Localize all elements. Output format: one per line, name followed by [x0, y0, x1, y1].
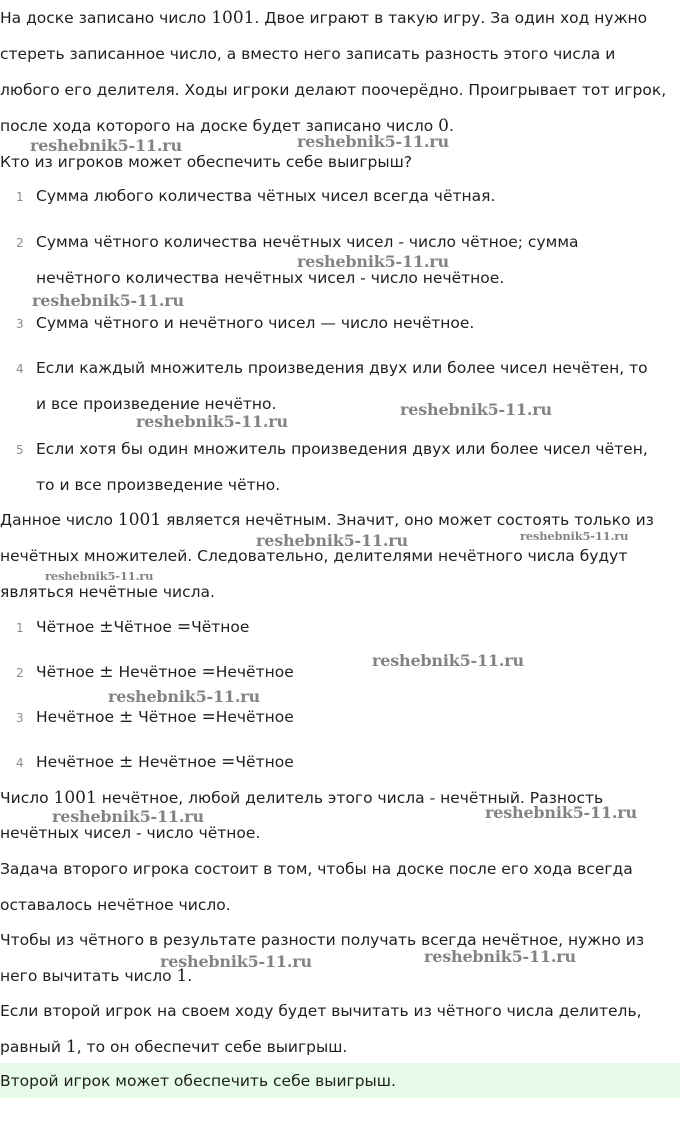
answer-box [0, 1063, 680, 1098]
task-line-2: стереть записанное число, а вместо него записать разность этого числа и [0, 45, 616, 63]
rule-item: Чётное ±Чётное =Чётное [36, 617, 250, 637]
rule-item: Чётное ± Нечётное =Нечётное [36, 662, 294, 682]
list-item-cont: то и все произведение чётно. [36, 476, 281, 494]
watermark: reshebnik5-11.ru [32, 291, 184, 310]
watermark: reshebnik5-11.ru [52, 807, 204, 826]
number-1: 1 [65, 1037, 77, 1057]
list-number: 5 [16, 443, 24, 457]
number-1001: 1001 [211, 8, 255, 28]
watermark: reshebnik5-11.ru [45, 569, 154, 583]
watermark: reshebnik5-11.ru [400, 400, 552, 419]
task-line-4: после хода которого на доске будет записано число 0. [0, 116, 454, 136]
list-item: Если хотя бы один множитель произведения двух или более чисел чётен, [36, 440, 648, 458]
para5-line-2: равный 1, то он обеспечит себе выигрыш. [0, 1037, 348, 1057]
answer-text: Второй игрок может обеспечить себе выигрыш. [0, 1072, 396, 1090]
list-item: Сумма чётного и нечётного чисел — число нечётное. [36, 314, 475, 332]
watermark: reshebnik5-11.ru [136, 412, 288, 431]
watermark: reshebnik5-11.ru [256, 531, 408, 550]
list-number: 2 [16, 236, 24, 250]
watermark: reshebnik5-11.ru [30, 136, 182, 155]
watermark: reshebnik5-11.ru [424, 947, 576, 966]
watermark: reshebnik5-11.ru [520, 529, 629, 543]
watermark: reshebnik5-11.ru [160, 952, 312, 971]
list-number: 3 [16, 317, 24, 331]
rule-item: Нечётное ± Нечётное =Чётное [36, 752, 294, 772]
list-number: 4 [16, 362, 24, 376]
list-number: 4 [16, 756, 24, 770]
para2-line-1: Число 1001 нечётное, любой делитель этого числа - нечётный. Разность [0, 788, 604, 808]
number-0: 0 [438, 116, 449, 136]
watermark: reshebnik5-11.ru [372, 651, 524, 670]
list-item: Сумма любого количества чётных чисел всегда чётная. [36, 187, 496, 205]
para4-line-2: него вычитать число 1. [0, 966, 193, 986]
list-item: Если каждый множитель произведения двух или более чисел нечётен, то [36, 359, 648, 377]
number-1: 1 [176, 966, 188, 986]
para3-line-2: оставалось нечётное число. [0, 896, 231, 914]
rule-item: Нечётное ± Чётное =Нечётное [36, 707, 294, 727]
number-1001: 1001 [117, 510, 162, 530]
para3-line-1: Задача второго игрока состоит в том, чтобы на доске после его хода всегда [0, 860, 633, 878]
list-number: 2 [16, 666, 24, 680]
para1-line-2: нечётных множителей. Следовательно, делителями нечётного числа будут [0, 547, 628, 565]
list-item-cont: нечётного количества нечётных чисел - число нечётное. [36, 269, 505, 287]
task-line-3: любого его делителя. Ходы игроки делают поочерёдно. Проигрывает тот игрок, [0, 81, 667, 99]
watermark: reshebnik5-11.ru [297, 132, 449, 151]
para1-line-3: являться нечётные числа. [0, 583, 215, 601]
list-number: 1 [16, 621, 24, 635]
watermark: reshebnik5-11.ru [297, 252, 449, 271]
number-1001: 1001 [53, 788, 97, 808]
task-question: Кто из игроков может обеспечить себе выигрыш? [0, 153, 413, 171]
list-number: 1 [16, 190, 24, 204]
watermark: reshebnik5-11.ru [108, 687, 260, 706]
para1-line-1: Данное число 1001 является нечётным. Значит, оно может состоять только из [0, 510, 654, 530]
para2-line-2: нечётных чисел - число чётное. [0, 824, 261, 842]
para4-line-1: Чтобы из чётного в результате разности получать всегда нечётное, нужно из [0, 931, 645, 949]
task-line-1: На доске записано число 1001. Двое играют в такую игру. За один ход нужно [0, 8, 648, 28]
list-item-cont: и все произведение нечётно. [36, 395, 277, 413]
watermark: reshebnik5-11.ru [485, 803, 637, 822]
list-number: 3 [16, 711, 24, 725]
para5-line-1: Если второй игрок на своем ходу будет вычитать из чётного числа делитель, [0, 1002, 642, 1020]
list-item: Сумма чётного количества нечётных чисел - число чётное; сумма [36, 233, 579, 251]
